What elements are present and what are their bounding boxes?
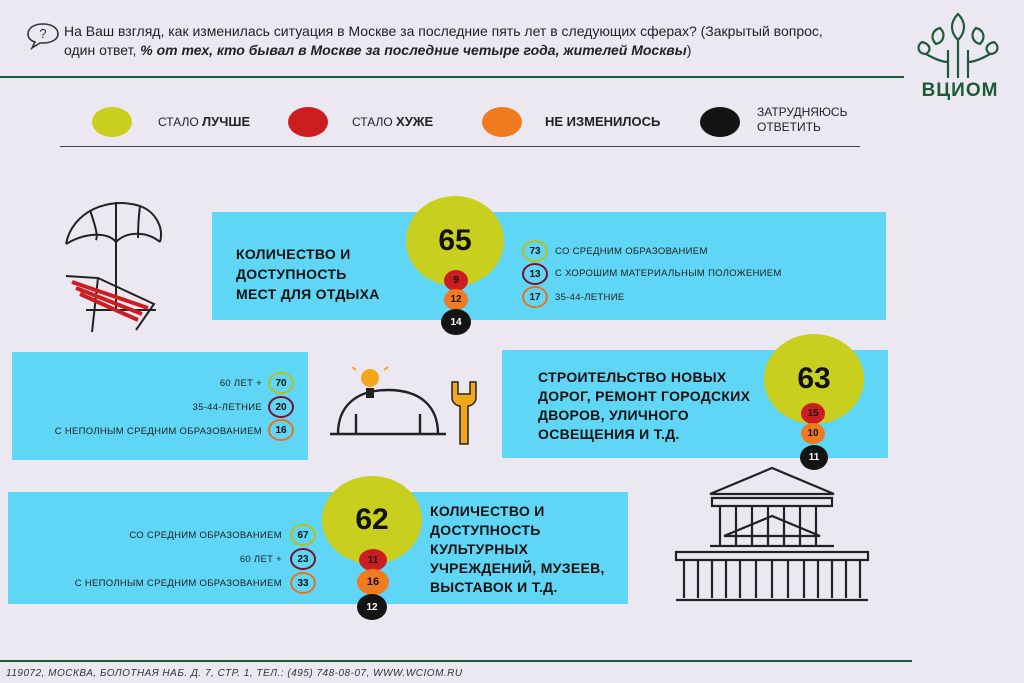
culture-worse-value: 11 xyxy=(359,549,387,571)
footer-address: 119072, МОСКВА, БОЛОТНАЯ НАБ. Д. 7, СТР. 1, ТЕЛ.: (495) 748-08-07, WWW.WCIOM.RU xyxy=(6,668,463,679)
roads-group-2-value: 20 xyxy=(268,396,294,418)
roads-group-3-value: 16 xyxy=(268,419,294,441)
legend-better-dot xyxy=(92,107,132,137)
beach-chair-icon xyxy=(56,192,180,340)
culture-group-3-label: С НЕПОЛНЫМ СРЕДНИМ ОБРАЗОВАНИЕМ xyxy=(74,578,282,589)
rest-group-1-label: СО СРЕДНИМ ОБРАЗОВАНИЕМ xyxy=(555,246,708,257)
header-divider xyxy=(0,76,904,78)
roads-worse-value: 15 xyxy=(801,403,825,424)
theatre-building-icon xyxy=(672,466,870,606)
rest-same-value: 12 xyxy=(444,289,468,310)
question-end: ) xyxy=(686,42,692,58)
question-text: На Ваш взгляд, как изменилась ситуация в Москве за последние пять лет в следующих сферах? (Закрытый вопрос, один ответ, xyxy=(64,23,823,58)
survey-question xyxy=(64,22,844,60)
rest-group-1-value: 73 xyxy=(522,240,548,262)
hard-hat-wrench-icon xyxy=(326,364,494,448)
rest-worse-value: 9 xyxy=(444,270,468,291)
footer-divider xyxy=(0,660,912,662)
culture-group-3-value: 33 xyxy=(290,572,316,594)
roads-group-1-label: 60 ЛЕТ + xyxy=(219,378,262,389)
question-bubble-icon xyxy=(26,22,60,50)
culture-better-value: 62 xyxy=(322,476,422,564)
roads-better-value: 63 xyxy=(764,334,864,424)
legend-worse-label: СТАЛО ХУЖЕ xyxy=(352,114,434,129)
legend-divider xyxy=(60,146,860,147)
roads-same-value: 10 xyxy=(801,423,825,444)
culture-group-1-value: 67 xyxy=(290,524,316,546)
culture-same-value: 16 xyxy=(357,569,389,595)
culture-title: КОЛИЧЕСТВО И ДОСТУПНОСТЬ КУЛЬТУРНЫХ УЧРЕЖДЕНИЙ, МУЗЕЕВ, ВЫСТАВОК И Т.Д. xyxy=(430,503,605,595)
legend-same-label: НЕ ИЗМЕНИЛОСЬ xyxy=(545,114,661,129)
legend-hard-dot xyxy=(700,107,740,137)
legend-worse-dot xyxy=(288,107,328,137)
roads-group-2-label: 35-44-ЛЕТНИЕ xyxy=(192,402,262,413)
rest-group-3-label: 35-44-ЛЕТНИЕ xyxy=(555,292,625,303)
roads-group-1-value: 70 xyxy=(268,372,294,394)
rest-group-2-value: 13 xyxy=(522,263,548,285)
roads-group-3-label: С НЕПОЛНЫМ СРЕДНИМ ОБРАЗОВАНИЕМ xyxy=(54,426,262,437)
roads-title: СТРОИТЕЛЬСТВО НОВЫХ ДОРОГ, РЕМОНТ ГОРОДСКИХ ДВОРОВ, УЛИЧНОГО ОСВЕЩЕНИЯ И Т.Д. xyxy=(538,369,751,442)
legend-hard-label: ЗАТРУДНЯЮСЬ ОТВЕТИТЬ xyxy=(757,105,848,134)
rest-hard-value: 14 xyxy=(441,309,471,335)
rest-group-3-value: 17 xyxy=(522,286,548,308)
rest-group-2-label: С ХОРОШИМ МАТЕРИАЛЬНЫМ ПОЛОЖЕНИЕМ xyxy=(555,268,782,279)
culture-group-1-label: СО СРЕДНИМ ОБРАЗОВАНИЕМ xyxy=(129,530,282,541)
question-emphasis: % от тех, кто бывал в Москве за последние четыре года, жителей Москвы xyxy=(140,42,687,58)
culture-hard-value: 12 xyxy=(357,594,387,620)
legend-better-label: СТАЛО ЛУЧШЕ xyxy=(158,114,251,129)
legend-same-dot xyxy=(482,107,522,137)
culture-group-2-value: 23 xyxy=(290,548,316,570)
rest-title: КОЛИЧЕСТВО И ДОСТУПНОСТЬ МЕСТ ДЛЯ ОТДЫХА xyxy=(236,246,380,302)
rest-better-value: 65 xyxy=(406,196,504,286)
roads-hard-value: 11 xyxy=(800,445,828,470)
culture-group-2-label: 60 ЛЕТ + xyxy=(239,554,282,565)
svg-text:?: ? xyxy=(39,26,47,41)
logo-text: ВЦИОМ xyxy=(921,80,999,101)
